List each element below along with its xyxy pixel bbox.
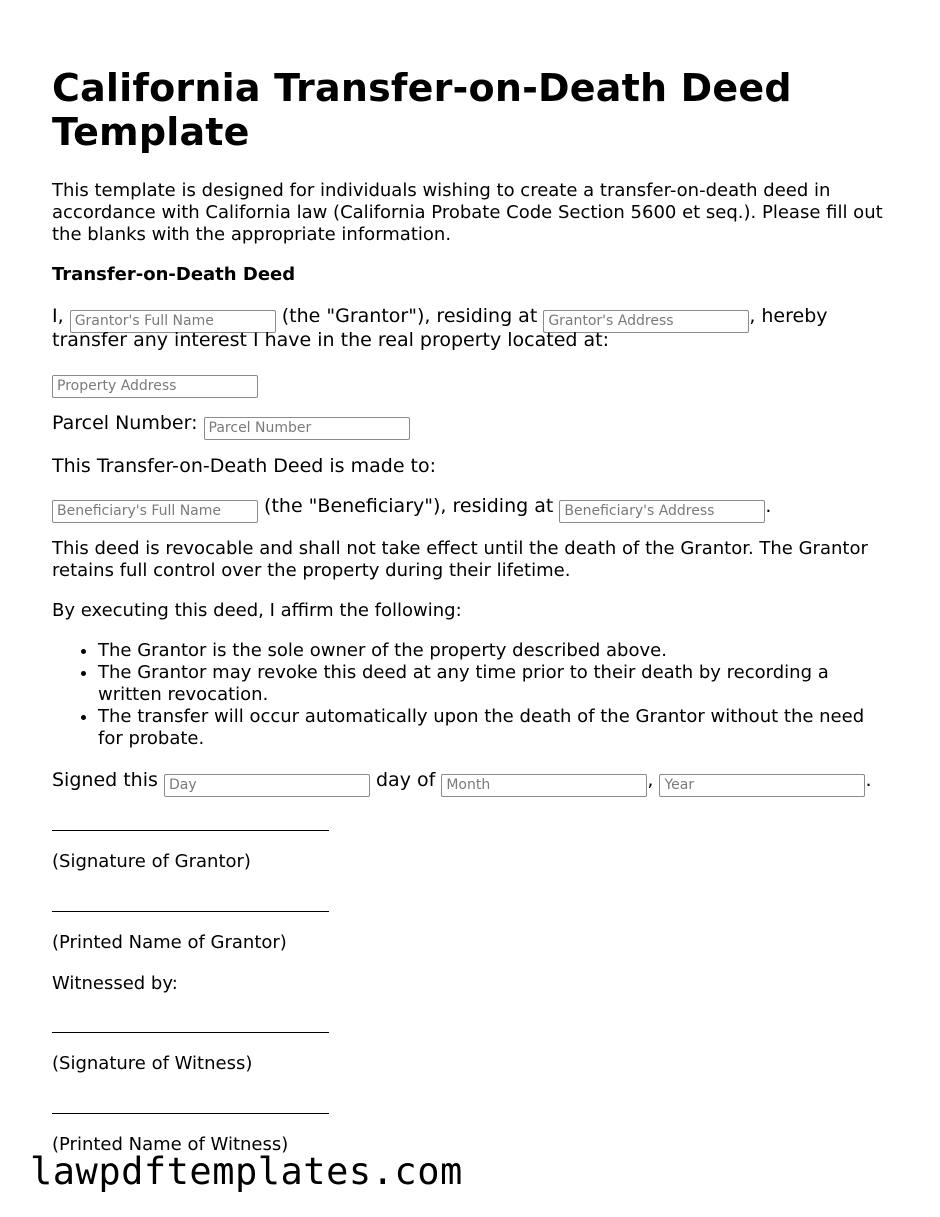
beneficiary-name-input[interactable]	[52, 500, 258, 523]
grantor-line-continuation: transfer any interest I have in the real property located at:	[52, 329, 610, 351]
affirmation-list	[52, 640, 892, 750]
grantor-line-middle: (the "Grantor"), residing at	[275, 305, 544, 327]
beneficiary-line-suffix: .	[765, 495, 772, 517]
beneficiary-address-input[interactable]	[559, 500, 765, 523]
grantor-signature-line	[52, 830, 329, 831]
beneficiary-line-middle: (the "Beneficiary"), residing at	[258, 495, 560, 517]
month-input[interactable]	[441, 774, 647, 797]
grantor-signature-caption: (Signature of Grantor)	[52, 851, 251, 872]
intro-paragraph: This template is designed for individuals wishing to create a transfer-on-death deed in accordance with California law (California Probate Code Section 5600 et seq.). Please fill out the blanks with the appropriate information.	[52, 180, 883, 245]
parcel-label: Parcel Number:	[52, 412, 204, 434]
signed-suffix: .	[865, 769, 872, 791]
signed-middle: day of	[369, 769, 442, 791]
signed-comma: ,	[647, 769, 660, 791]
year-input[interactable]	[659, 774, 865, 797]
witness-signature-line	[52, 1032, 329, 1033]
witness-signature-caption: (Signature of Witness)	[52, 1053, 253, 1074]
day-input[interactable]	[164, 774, 370, 797]
list-item: • The Grantor may revoke this deed at any time prior to their death by recording a written revocation.	[98, 662, 892, 706]
grantor-printed-name-line	[52, 911, 329, 912]
list-item: • The transfer will occur automatically upon the death of the Grantor without the need for probate.	[98, 706, 892, 750]
witness-printed-name-caption: (Printed Name of Witness)	[52, 1134, 289, 1155]
watermark-logo: lawpdftemplates.com	[30, 1150, 463, 1193]
grantor-line-suffix: , hereby	[749, 305, 828, 327]
section-title: Transfer-on-Death Deed	[52, 264, 296, 285]
parcel-number-input[interactable]	[204, 417, 410, 440]
list-item: • The Grantor is the sole owner of the property described above.	[98, 640, 892, 662]
made-to-text: This Transfer-on-Death Deed is made to:	[52, 455, 437, 477]
revocable-paragraph: This deed is revocable and shall not take effect until the death of the Grantor. The Grantor retains full control over the property during their lifetime.	[52, 538, 868, 581]
witness-printed-name-line	[52, 1113, 329, 1114]
property-address-row	[52, 369, 258, 398]
grantor-printed-name-caption: (Printed Name of Grantor)	[52, 932, 287, 953]
signed-date-line	[52, 768, 871, 797]
affirm-intro: By executing this deed, I affirm the following:	[52, 600, 462, 621]
witnessed-by-label: Witnessed by:	[52, 973, 178, 994]
beneficiary-line	[52, 494, 771, 523]
grantor-line-prefix: I,	[52, 305, 70, 327]
property-address-input[interactable]	[52, 375, 258, 398]
parcel-row	[52, 411, 410, 440]
signed-prefix: Signed this	[52, 769, 164, 791]
page-title: California Transfer-on-Death Deed Template	[52, 66, 792, 154]
